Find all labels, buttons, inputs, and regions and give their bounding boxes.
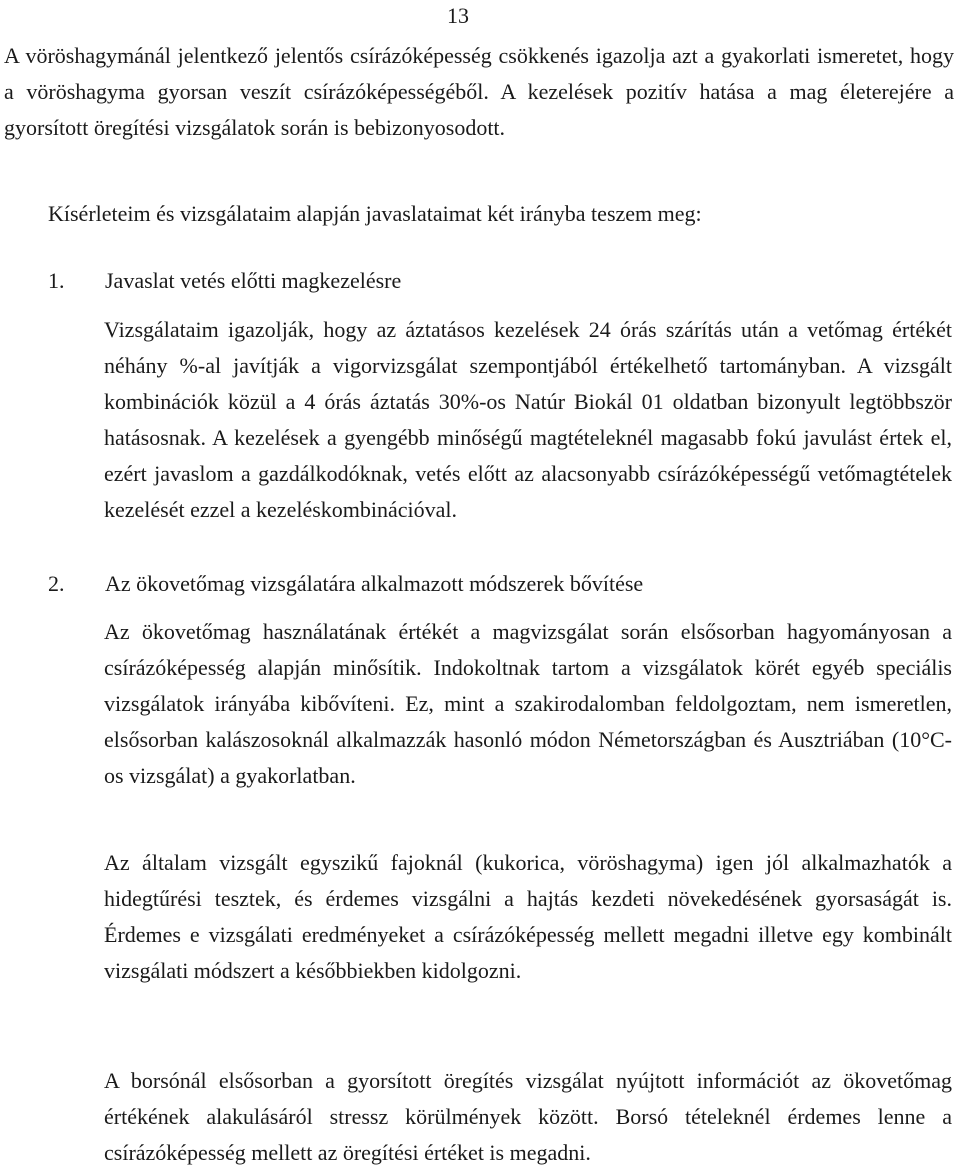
section-title: Az ökovetőmag vizsgálatára alkalmazott módszerek bővítése	[105, 571, 644, 596]
section-heading-2	[48, 566, 643, 602]
section-heading-1	[48, 263, 401, 299]
section-title: Javaslat vetés előtti magkezelésre	[105, 268, 402, 293]
intro-paragraph: A vöröshagymánál jelentkező jelentős csírázóképesség csökkenés igazolja azt a gyakorlati ismeretet, hogy a vöröshagyma gyorsan veszít csírázóképességéből. A kezelések pozitív hatása a mag életerejére a gyorsított öregítési vizsgálatok során is bebizonyosodott.	[4, 43, 954, 140]
section-2-paragraph: Az ökovetőmag használatának értékét a magvizsgálat során elsősorban hagyományosan a csírázóképesség alapján minősítik. Indokoltnak tartom a vizsgálatok körét egyéb speciális vizsgálatok irányába kibővíteni. Ez, mint a szakirodalomban feldolgoztam, nem ismeretlen, elsősorban kalászosoknál alkalmazzák hasonló módon Németországban és Ausztriában (10°C-os vizsgálat) a gyakorlatban.	[104, 619, 952, 788]
section-number: 1.	[48, 268, 65, 293]
proposals-summary: Kísérleteim és vizsgálataim alapján javaslataimat két irányba teszem meg:	[48, 201, 702, 226]
section-number: 2.	[48, 571, 65, 596]
page-number: 13	[447, 3, 469, 28]
section-2-paragraph: Az általam vizsgált egyszikű fajoknál (kukorica, vöröshagyma) igen jól alkalmazhatók a hidegtűrési tesztek, és érdemes vizsgálni a hajtás kezdeti növekedésének gyorsaságát is. Érdemes e vizsgálati eredményeket a csírázóképesség mellett megadni illetve egy kombinált vizsgálati módszert a későbbiekben kidolgozni.	[104, 850, 952, 983]
section-2-paragraph: A borsónál elsősorban a gyorsított öregítés vizsgálat nyújtott információt az ökovetőmag értékének alakulásáról stressz körülmények között. Borsó tételeknél érdemes lenne a csírázóképesség mellett az öregítési értéket is megadni.	[104, 1068, 952, 1165]
section-1-paragraph: Vizsgálataim igazolják, hogy az áztatásos kezelések 24 órás szárítás után a vetőmag értékét néhány %-al javítják a vigorvizsgálat szempontjából értékelhető tartományban. A vizsgált kombinációk közül a 4 órás áztatás 30%-os Natúr Biokál 01 oldatban bizonyult legtöbbször hatásosnak. A kezelések a gyengébb minőségű magtételeknél magasabb fokú javulást értek el, ezért javaslom a gazdálkodóknak, vetés előtt az alacsonyabb csírázóképességű vetőmagtételek kezelését ezzel a kezeléskombinációval.	[104, 317, 952, 522]
